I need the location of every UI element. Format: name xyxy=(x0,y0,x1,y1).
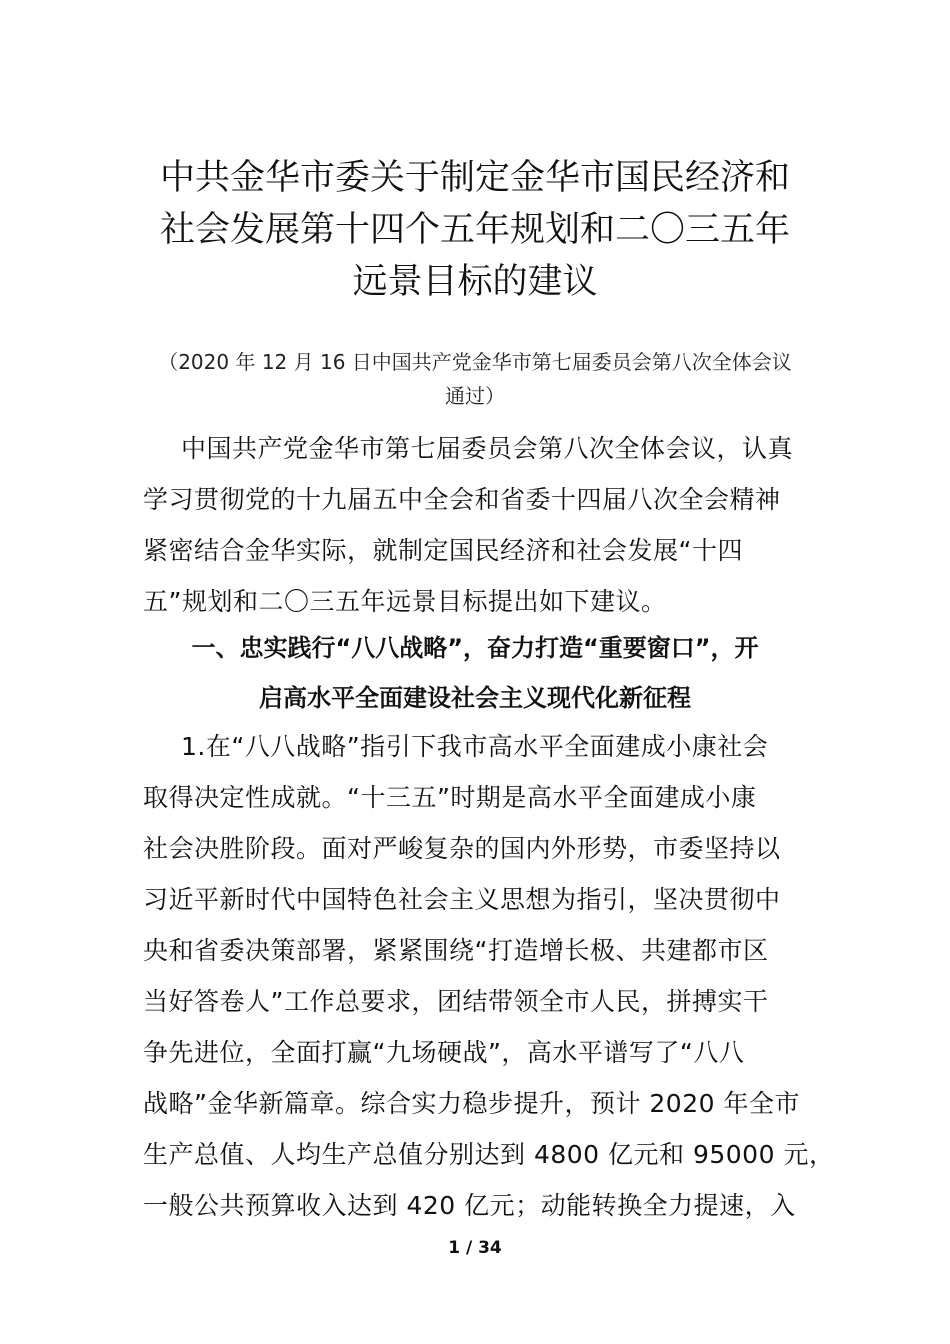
paragraph-line: 中国共产党金华市第七届委员会第八次全体会议，认真 xyxy=(181,434,794,463)
paragraph-line: 央和省委决策部署，紧紧围绕“打造增长极、共建都市区 xyxy=(143,936,769,965)
subtitle-line: （2020 年 12 月 16 日中国共产党金华市第七届委员会第八次全体会议 xyxy=(158,350,792,374)
adoption-note xyxy=(140,345,810,413)
paragraph-line: 紧密结合金华实际，就制定国民经济和社会发展“十四 xyxy=(143,536,743,565)
heading-line: 一、忠实践行“八八战略”，奋力打造“重要窗口”，开 xyxy=(191,634,759,662)
title-line: 社会发展第十四个五年规划和二〇三五年 xyxy=(159,210,790,250)
title-line: 中共金华市委关于制定金华市国民经济和 xyxy=(159,158,790,198)
paragraph-line: 1.在“八八战略”指引下我市高水平全面建成小康社会 xyxy=(181,732,769,761)
paragraph-line: 战略”金华新篇章。综合实力稳步提升，预计 2020 年全市 xyxy=(143,1089,800,1118)
paragraph-line: 当好答卷人”工作总要求，团结带领全市人民，拼搏实干 xyxy=(143,987,769,1016)
heading-line: 启高水平全面建设社会主义现代化新征程 xyxy=(259,684,691,712)
paragraph-line: 学习贯彻党的十九届五中全会和省委十四届八次全会精神 xyxy=(143,485,781,514)
document-title xyxy=(140,152,810,308)
section-heading xyxy=(140,623,810,723)
section-paragraph-1 xyxy=(143,721,835,1231)
paragraph-line: 社会决胜阶段。面对严峻复杂的国内外形势，市委坚持以 xyxy=(143,834,781,863)
paragraph-line: 一般公共预算收入达到 420 亿元；动能转换全力提速，入 xyxy=(143,1191,796,1220)
title-line: 远景目标的建议 xyxy=(352,262,598,302)
paragraph-line: 五”规划和二〇三五年远景目标提出如下建议。 xyxy=(143,587,667,616)
paragraph-line: 习近平新时代中国特色社会主义思想为指引，坚决贯彻中 xyxy=(143,885,781,914)
page-number: 1 / 34 xyxy=(448,1238,502,1258)
paragraph-line: 取得决定性成就。“十三五”时期是高水平全面建成小康 xyxy=(143,783,757,812)
paragraph-line: 争先进位，全面打赢“九场硬战”，高水平谱写了“八八 xyxy=(143,1038,745,1067)
intro-paragraph xyxy=(143,423,813,627)
subtitle-line: 通过） xyxy=(445,384,505,408)
paragraph-line: 生产总值、人均生产总值分别达到 4800 亿元和 95000 元， xyxy=(143,1140,835,1169)
